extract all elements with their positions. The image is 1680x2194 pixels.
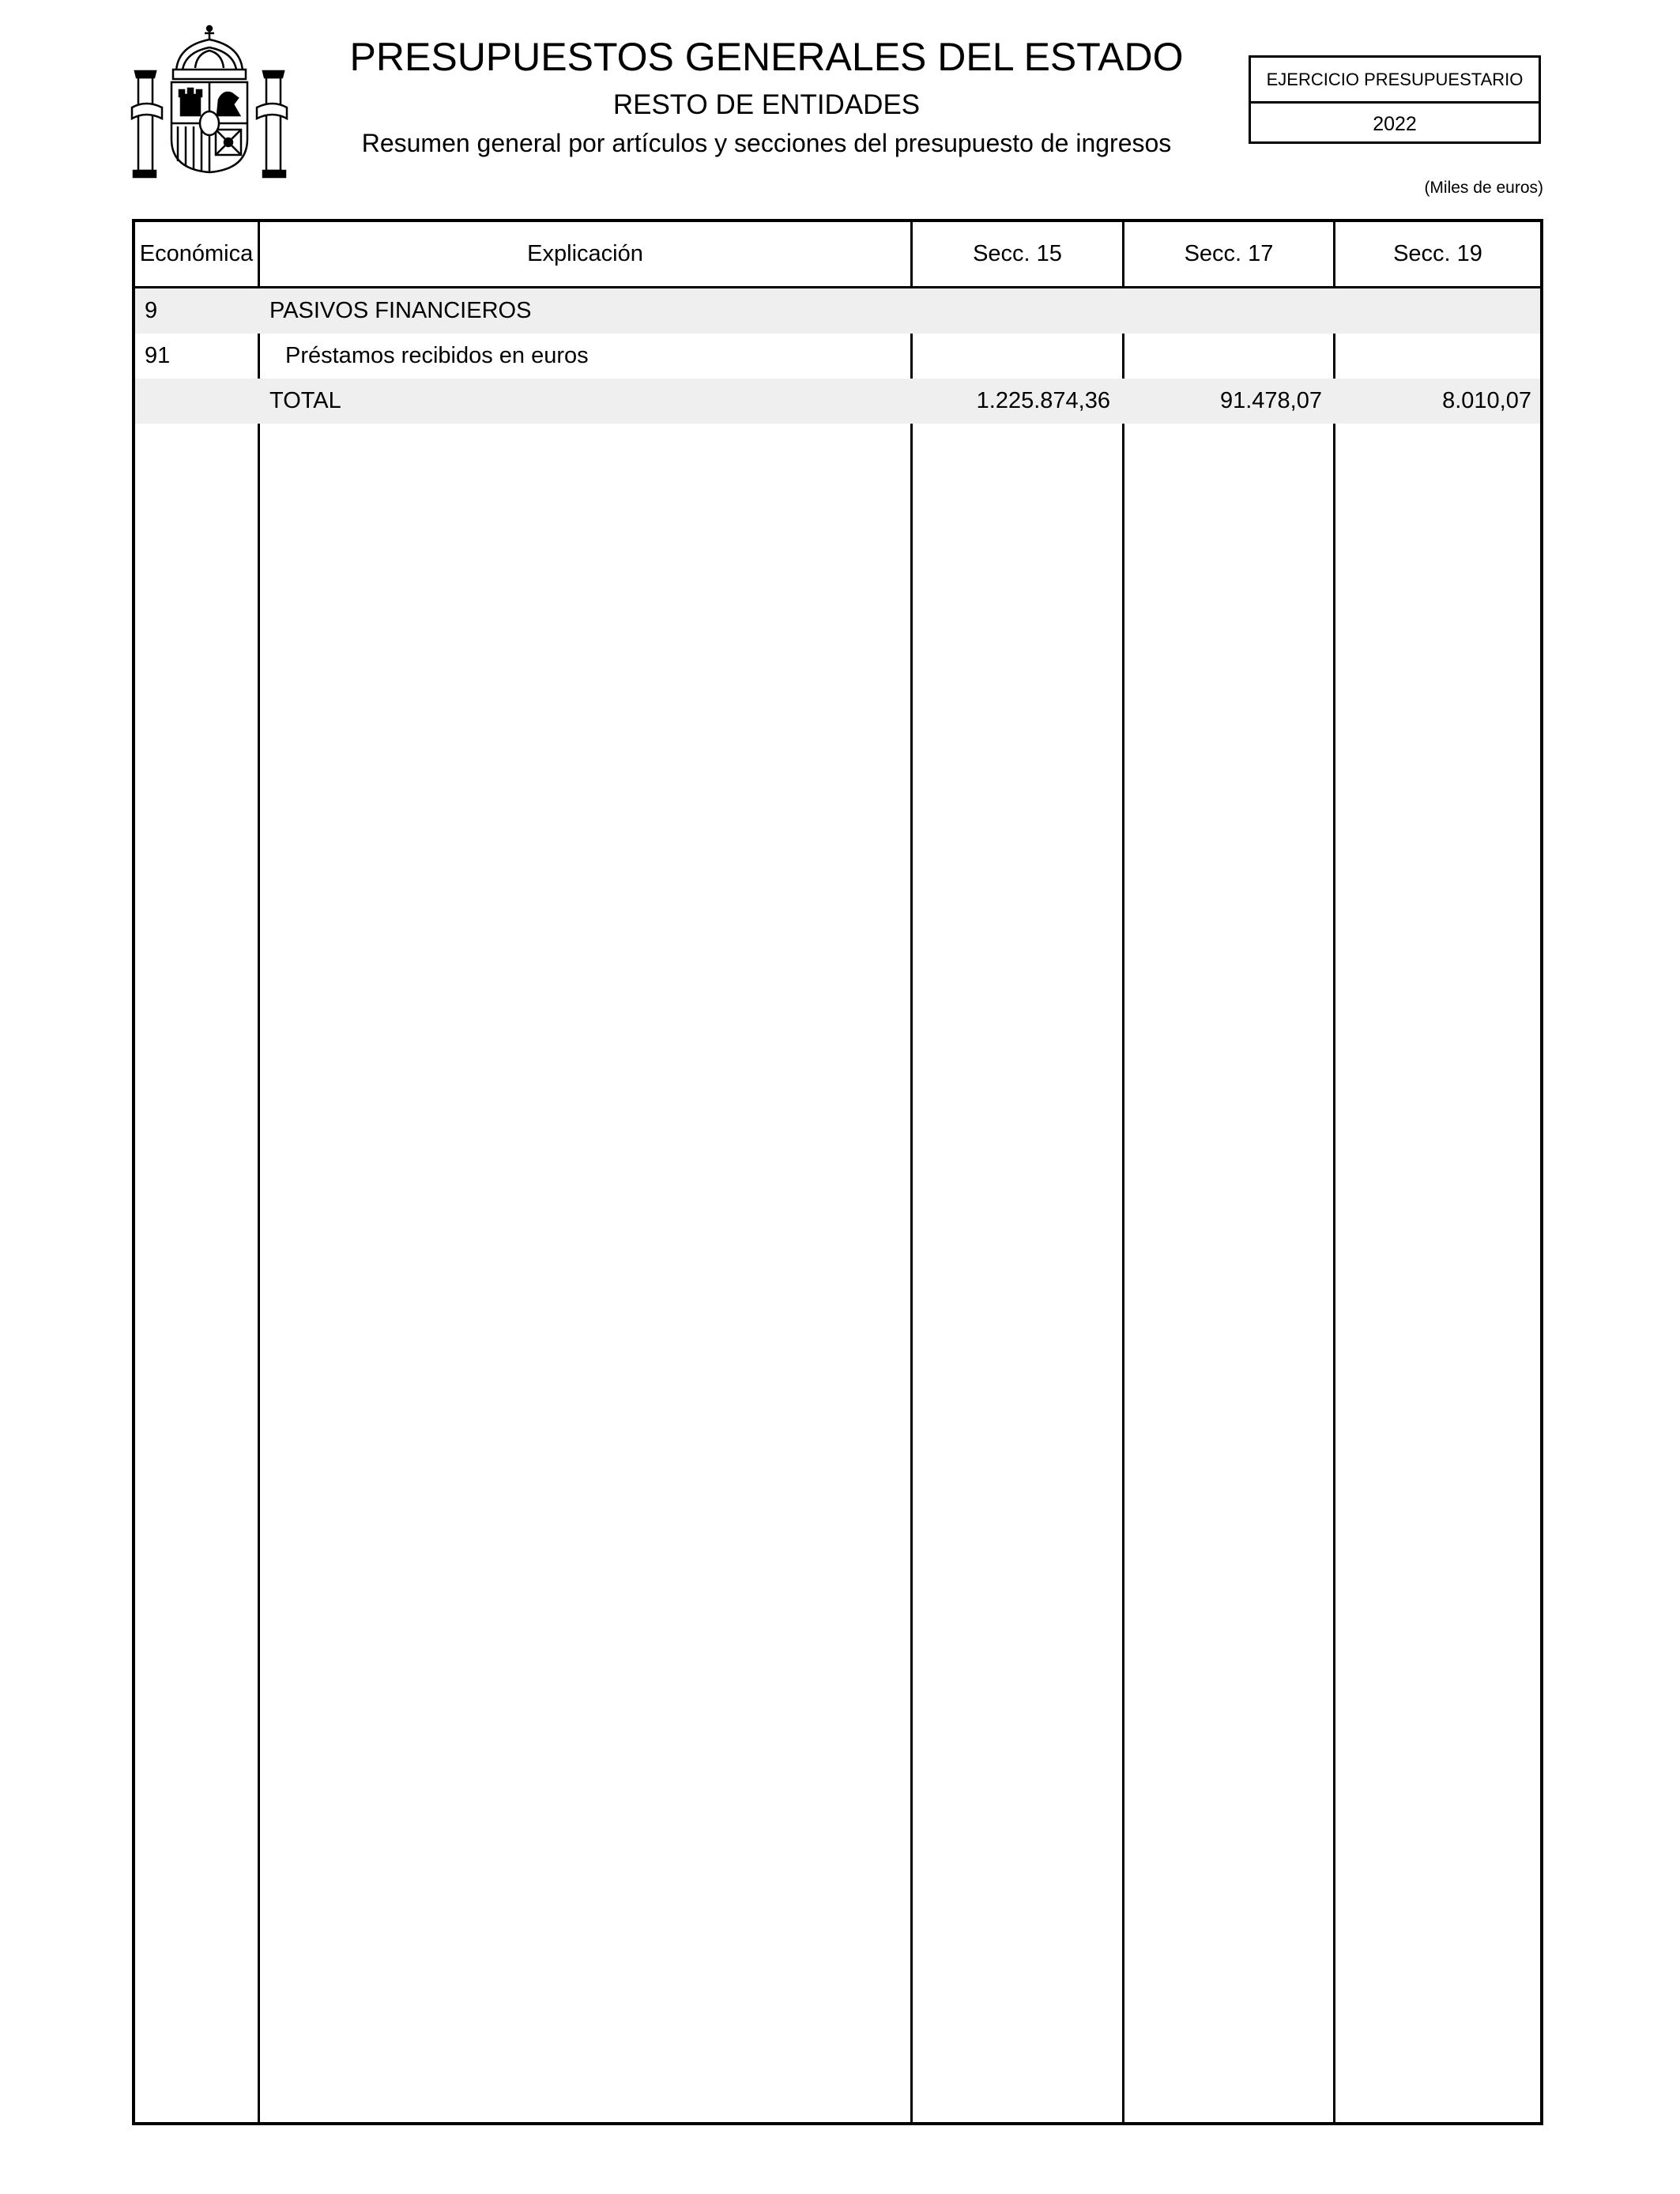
budget-table: [132, 219, 1543, 2125]
exercise-label: EJERCICIO PRESUPUESTARIO: [1251, 58, 1539, 104]
column-divider: [258, 222, 260, 2122]
row-secc17: 91.478,07: [1219, 388, 1322, 413]
row-code: 91: [145, 343, 171, 368]
column-header-secc17: Secc. 17: [1184, 241, 1274, 266]
table-row-total: [135, 379, 1540, 424]
table-row: [135, 288, 1540, 334]
page-description: Resumen general por artículos y secciones del presupuesto de ingresos: [361, 129, 1172, 157]
page-subtitle: RESTO DE ENTIDADES: [612, 89, 921, 120]
column-divider: [1122, 222, 1124, 2122]
exercise-year: 2022: [1373, 113, 1417, 135]
row-secc17: [1124, 288, 1322, 334]
row-secc19: 8.010,07: [1442, 388, 1531, 413]
row-label: Préstamos recibidos en euros: [285, 343, 589, 368]
row-secc15: [913, 334, 1110, 379]
column-divider: [1333, 222, 1335, 2122]
row-label: TOTAL: [269, 388, 341, 413]
column-header-explicacion: Explicación: [527, 241, 643, 266]
table-header: [135, 222, 1540, 288]
row-code: 9: [145, 298, 158, 323]
row-secc19: [1335, 288, 1531, 334]
column-header-secc15: Secc. 15: [973, 241, 1062, 266]
spanish-coat-of-arms-icon: [130, 22, 288, 180]
units-note: (Miles de euros): [1424, 179, 1543, 197]
document-header: [316, 32, 1217, 160]
row-secc15: [913, 288, 1110, 334]
row-secc19: [1335, 334, 1531, 379]
exercise-box: [1249, 55, 1541, 144]
column-header-secc19: Secc. 19: [1393, 241, 1482, 266]
column-divider: [910, 222, 913, 2122]
column-header-economica: Económica: [139, 241, 254, 266]
row-label: PASIVOS FINANCIEROS: [269, 298, 532, 323]
row-secc15: 1.225.874,36: [976, 388, 1110, 413]
row-code: [145, 379, 255, 424]
table-row: [135, 334, 1540, 379]
row-secc17: [1124, 334, 1322, 379]
page-title: PRESUPUESTOS GENERALES DEL ESTADO: [349, 35, 1184, 79]
